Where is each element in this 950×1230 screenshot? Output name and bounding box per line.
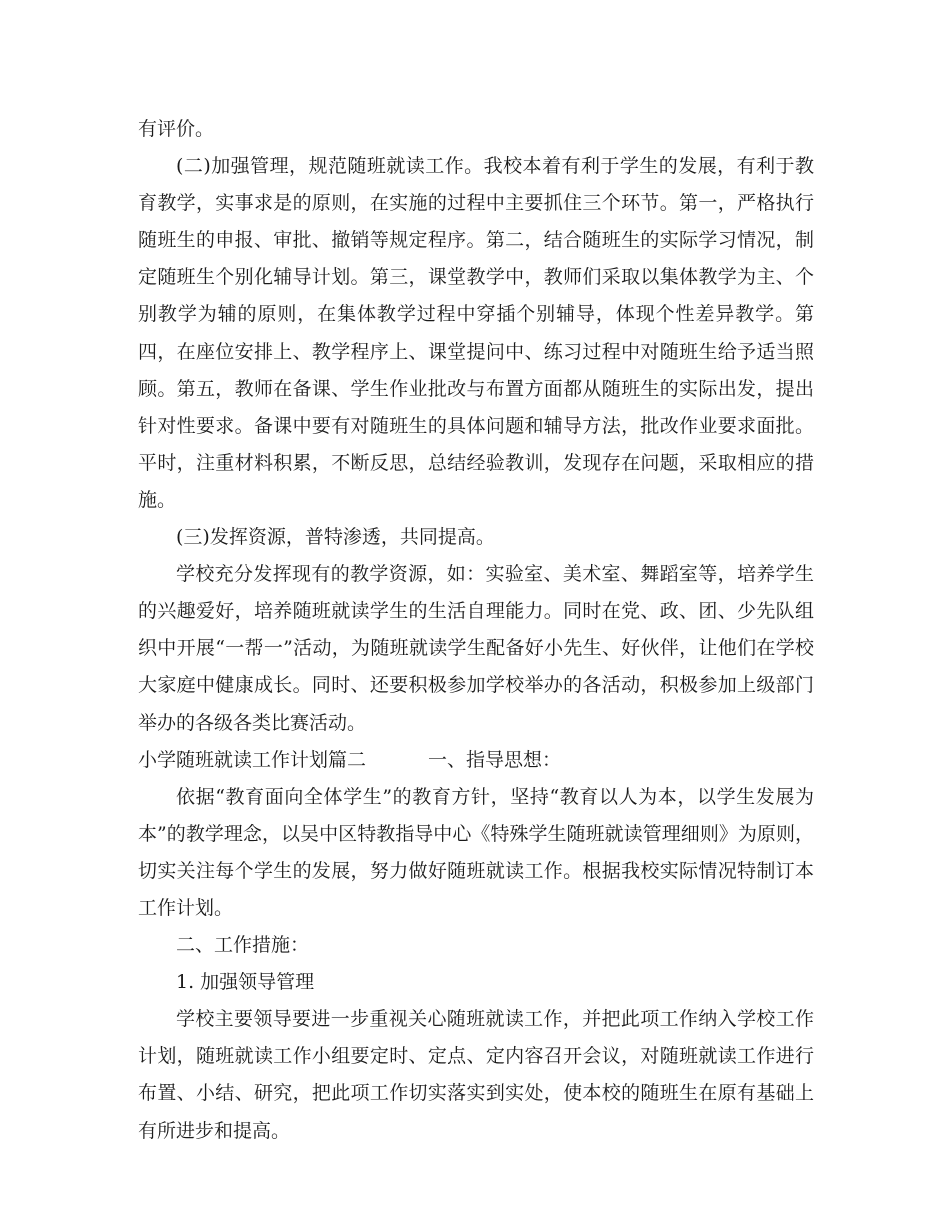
heading-line (138, 742, 814, 779)
section-heading-guiding-thought: 一、指导思想： (428, 748, 562, 771)
article-title: 小学随班就读工作计划篇二 (138, 748, 367, 771)
subheading-leadership: 1. 加强领导管理 (176, 971, 315, 994)
paragraph-guiding-thought: 依据“教育面向全体学生”的教育方针，坚持“教育以人为本，以学生发展为本”的教学理念，以吴中区特教指导中心《特殊学生随班就读管理细则》为原则，切实关注每个学生的发展，努力做好随班就读工作。根据我校实际情况特制订本工作计划。 (138, 785, 814, 919)
paragraph-section-two: (二)加强管理，规范随班就读工作。我校本着有利于学生的发展，有利于教育教学，实事求是的原则，在实施的过程中主要抓住三个环节。第一，严格执行随班生的申报、审批、撤销等规定程序。第二，结合随班生的实际学习情况，制定随班生个别化辅导计划。第三，课堂教学中，教师们采取以集体教学为主、个别教学为辅的原则，在集体教学过程中穿插个别辅导，体现个性差异教学。第四，在座位安排上、教学程序上、课堂提问中、练习过程中对随班生给予适当照顾。第五，教师在备课、学生作业批改与布置方面都从随班生的实际出发，提出针对性要求。备课中要有对随班生的具体问题和辅导方法，批改作业要求面批。平时，注重材料积累，不断反思，总结经验教训，发现存在问题，采取相应的措施。 (138, 155, 814, 511)
paragraph-section-three-heading: (三)发挥资源，普特渗透，共同提高。 (176, 526, 495, 549)
document-body (138, 111, 814, 1150)
section-heading-work-measures: 二、工作措施： (176, 934, 310, 957)
paragraph-continuation: 有评价。 (138, 118, 215, 140)
paragraph-resources: 学校充分发挥现有的教学资源，如：实验室、美术室、舞蹈室等，培养学生的兴趣爱好，培养随班就读学生的生活自理能力。同时在党、政、团、少先队组织中开展“一帮一”活动，为随班就读学生配备好小先生、好伙伴，让他们在学校大家庭中健康成长。同时、还要积极参加学校举办的各活动，积极参加上级部门举办的各级各类比赛活动。 (138, 563, 814, 734)
paragraph-leadership: 学校主要领导要进一步重视关心随班就读工作，并把此项工作纳入学校工作计划，随班就读工作小组要定时、定点、定内容召开会议，对随班就读工作进行布置、小结、研究，把此项工作切实落实到实处，使本校的随班生在原有基础上有所进步和提高。 (138, 1008, 814, 1142)
